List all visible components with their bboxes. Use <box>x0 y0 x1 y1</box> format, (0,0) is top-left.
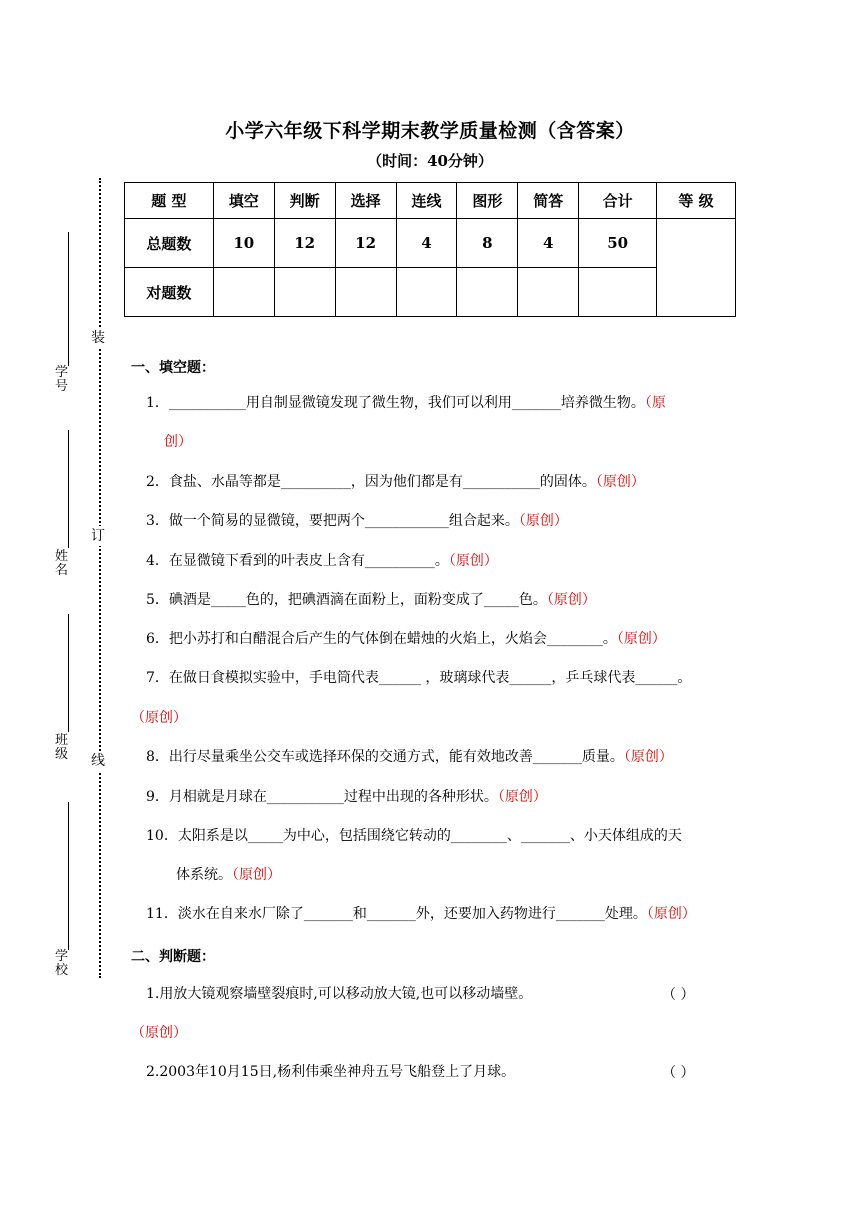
class-label: 班级 <box>55 733 69 762</box>
source-tag: （原 <box>644 395 666 411</box>
name-label: 姓名 <box>55 549 69 578</box>
source-tag: （原创） <box>518 513 568 529</box>
question-fill-11 <box>146 904 696 924</box>
question-text: 11．淡水在自来水厂除了_______和_______外，还要加入药物进行_______处理。 <box>146 906 647 922</box>
source-tag-continued: 创） <box>164 434 192 450</box>
header-short-answer: 简答 <box>518 183 579 219</box>
question-text: 3．做一个简易的显微镜，要把两个____________组合起来。 <box>146 513 519 529</box>
source-tag: （原创） <box>623 749 673 765</box>
header-multiple-choice: 选择 <box>335 183 396 219</box>
question-text: 9．月相就是月球在___________过程中出现的各种形状。 <box>146 789 498 805</box>
question-fill-6 <box>146 629 666 649</box>
source-tag: （原创） <box>131 1025 187 1041</box>
source-tag: （原创） <box>131 710 187 726</box>
class-blank[interactable] <box>68 614 69 732</box>
question-fill-1 <box>146 393 666 413</box>
score-table-total-row <box>125 219 736 268</box>
header-true-false: 判断 <box>274 183 335 219</box>
section-heading-true-false: 二、判断题： <box>131 949 215 965</box>
question-fill-3 <box>146 511 568 531</box>
question-text: 6．把小苏打和白醋混合后产生的气体倒在蜡烛的火焰上，火焰会________。 <box>146 631 617 647</box>
answer-parentheses[interactable]: （ ） <box>662 1065 695 1081</box>
exam-duration: （时间：40分钟） <box>367 152 493 170</box>
total-cell: 4 <box>518 219 579 268</box>
question-fill-8 <box>146 747 673 767</box>
question-text: 8．出行尽量乘坐公交车或选择环保的交通方式，能有效地改善_______质量。 <box>146 749 624 765</box>
question-fill-4 <box>146 551 498 571</box>
correct-cell[interactable] <box>335 268 396 317</box>
correct-cell[interactable] <box>579 268 657 317</box>
correct-cell[interactable] <box>457 268 518 317</box>
total-cell: 12 <box>274 219 335 268</box>
binding-mark-xian: 线 <box>91 753 105 769</box>
school-blank[interactable] <box>68 802 69 950</box>
score-table-correct-row <box>125 268 736 317</box>
question-text: 4．在显微镜下看到的叶表皮上含有__________。 <box>146 553 449 569</box>
name-blank[interactable] <box>68 430 69 548</box>
question-text: 2．食盐、水晶等都是__________，因为他们都是有___________的固体。 <box>146 474 596 490</box>
question-text: 5．碘酒是_____色的，把碘酒滴在面粉上，面粉变成了_____色。 <box>146 592 547 608</box>
source-tag: （原创） <box>646 906 696 922</box>
total-cell: 4 <box>396 219 457 268</box>
correct-row-label: 对题数 <box>125 268 214 317</box>
score-table <box>124 182 736 317</box>
header-fill-blank: 填空 <box>213 183 274 219</box>
total-cell: 10 <box>213 219 274 268</box>
binding-mark-ding: 订 <box>91 528 105 544</box>
question-tf-2: 2.2003年10月15日,杨利伟乘坐神舟五号飞船登上了月球。 <box>146 1064 516 1080</box>
question-fill-10 <box>146 826 682 846</box>
source-tag: （原创） <box>232 867 281 883</box>
source-tag: （原创） <box>448 553 498 569</box>
source-tag: （原创） <box>616 631 666 647</box>
student-id-blank[interactable] <box>68 232 69 366</box>
section-heading-fill-blank: 一、填空题： <box>131 360 215 376</box>
question-fill-5 <box>146 590 596 610</box>
question-text: 7．在做日食模拟实验中，手电筒代表______ ，玻璃球代表______，乒乓球代表______。 <box>146 670 692 686</box>
total-row-label: 总题数 <box>125 219 214 268</box>
correct-cell[interactable] <box>396 268 457 317</box>
question-text: 体系统。 <box>176 867 232 883</box>
question-fill-7 <box>146 668 691 688</box>
score-table-header-row <box>125 183 736 219</box>
school-label: 学校 <box>55 949 69 978</box>
source-tag: （原创） <box>497 789 547 805</box>
grade-cell[interactable] <box>657 219 736 317</box>
source-tag: （原创） <box>595 474 645 490</box>
source-tag: （原创） <box>546 592 596 608</box>
correct-cell[interactable] <box>274 268 335 317</box>
total-cell: 12 <box>335 219 396 268</box>
binding-mark-zhuang: 装 <box>91 330 105 346</box>
total-cell: 50 <box>579 219 657 268</box>
total-cell: 8 <box>457 219 518 268</box>
page-title: 小学六年级下科学期末教学质量检测（含答案） <box>225 120 635 142</box>
header-question-type: 题 型 <box>125 183 214 219</box>
question-fill-2 <box>146 472 645 492</box>
question-tf-1: 1.用放大镜观察墙壁裂痕时,可以移动放大镜,也可以移动墙壁。 <box>146 986 533 1002</box>
question-fill-9 <box>146 787 547 807</box>
question-text: 10．太阳系是以_____为中心，包括围绕它转动的________、_______、小天体组成的天 <box>146 828 682 844</box>
correct-cell[interactable] <box>213 268 274 317</box>
header-grade: 等 级 <box>657 183 736 219</box>
student-id-label: 学号 <box>55 365 69 394</box>
question-fill-10-continued <box>176 865 281 885</box>
header-diagram: 图形 <box>457 183 518 219</box>
question-text: 1．___________用自制显微镜发现了微生物，我们可以利用_______培养微生物。 <box>146 395 645 411</box>
binding-dotted-line <box>99 178 101 978</box>
header-total: 合计 <box>579 183 657 219</box>
correct-cell[interactable] <box>518 268 579 317</box>
answer-parentheses[interactable]: （ ） <box>662 987 695 1003</box>
header-matching: 连线 <box>396 183 457 219</box>
